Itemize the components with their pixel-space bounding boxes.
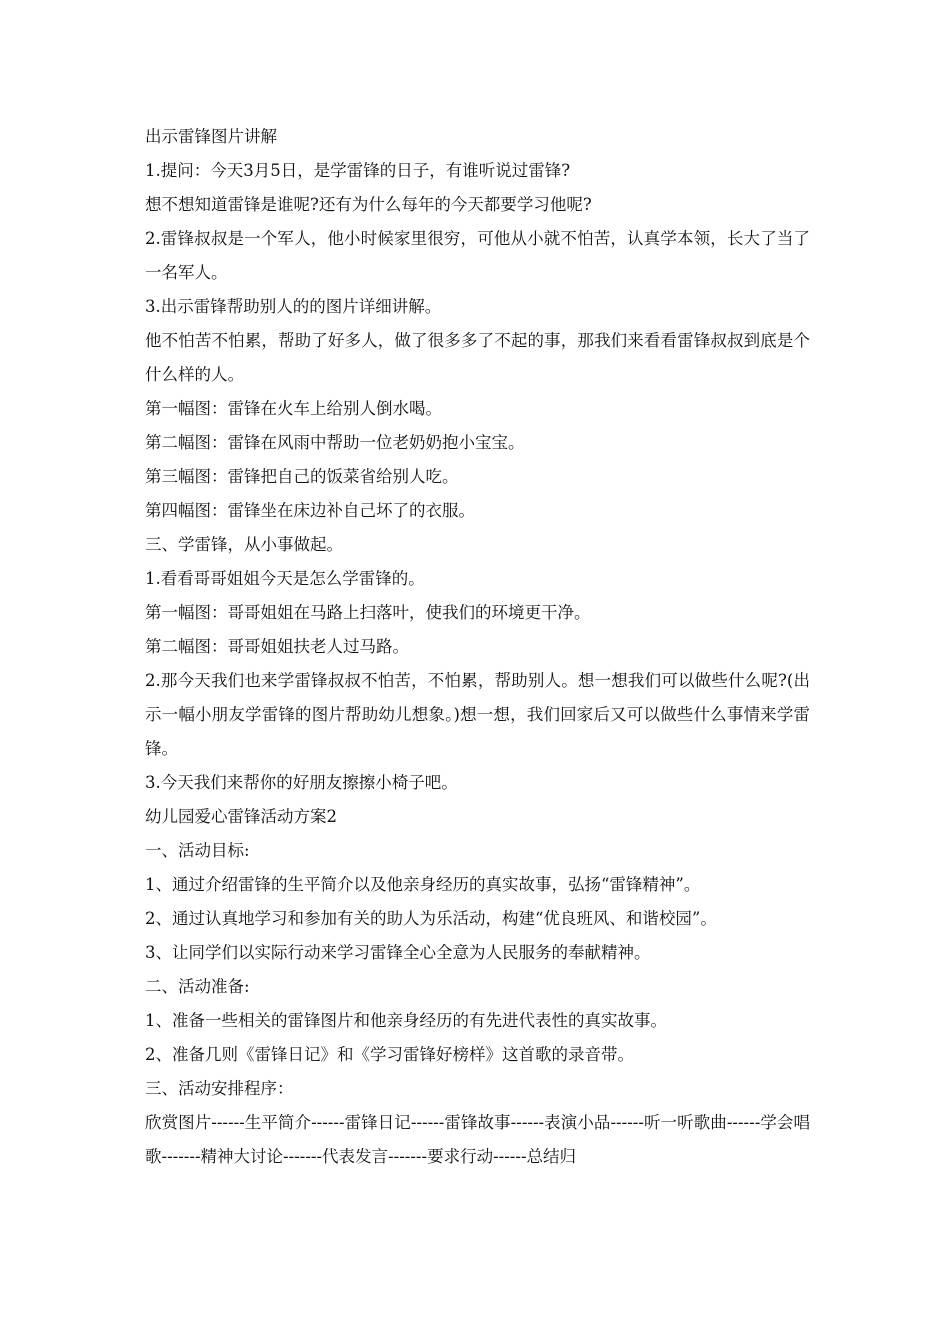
section-heading: 三、学雷锋，从小事做起。 xyxy=(145,535,343,554)
paragraph: 1.提问：今天3月5日，是学雷锋的日子，有谁听说过雷锋? xyxy=(145,161,571,180)
list-item: 3、让同学们以实际行动来学习雷锋全心全意为人民服务的奉献精神。 xyxy=(145,943,651,962)
section-heading: 一、活动目标: xyxy=(145,841,250,860)
paragraph: 1.看看哥哥姐姐今天是怎么学雷锋的。 xyxy=(145,569,425,588)
list-item: 2、通过认真地学习和参加有关的助人为乐活动，构建“优良班风、和谐校园”。 xyxy=(145,909,717,928)
document-title: 幼儿园爱心雷锋活动方案2 xyxy=(145,807,337,826)
document-body xyxy=(145,120,810,1174)
paragraph: 想不想知道雷锋是谁呢?还有为什么每年的今天都要学习他呢? xyxy=(145,195,592,214)
paragraph: 第一幅图：雷锋在火车上给别人倒水喝。 xyxy=(145,399,442,418)
section-heading: 二、活动准备: xyxy=(145,977,250,996)
list-item: 1、准备一些相关的雷锋图片和他亲身经历的有先进代表性的真实故事。 xyxy=(145,1011,667,1030)
paragraph: 第四幅图：雷锋坐在床边补自己坏了的衣服。 xyxy=(145,501,475,520)
paragraph: 他不怕苦不怕累，帮助了好多人，做了很多多了不起的事，那我们来看看雷锋叔叔到底是个什么样的人。 xyxy=(145,331,810,384)
section-heading: 三、活动安排程序： xyxy=(145,1079,294,1098)
list-item: 1、通过介绍雷锋的生平简介以及他亲身经历的真实故事，弘扬“雷锋精神”。 xyxy=(145,875,701,894)
paragraph: 2.雷锋叔叔是一个军人，他小时候家里很穷，可他从小就不怕苦，认真学本领，长大了当了一名军人。 xyxy=(145,229,810,282)
section-heading: 出示雷锋图片讲解 xyxy=(145,127,277,146)
paragraph: 欣赏图片------生平简介------雷锋日记------雷锋故事------表演小品------听一听歌曲------学会唱歌-------精神大讨论-------代表发言-------要求行动------总结归 xyxy=(145,1113,810,1166)
list-item: 2、准备几则《雷锋日记》和《学习雷锋好榜样》这首歌的录音带。 xyxy=(145,1045,634,1064)
paragraph: 3.今天我们来帮你的好朋友擦擦小椅子吧。 xyxy=(145,773,458,792)
paragraph: 第二幅图：哥哥姐姐扶老人过马路。 xyxy=(145,637,409,656)
paragraph: 2.那今天我们也来学雷锋叔叔不怕苦，不怕累，帮助别人。想一想我们可以做些什么呢?(出示一幅小朋友学雷锋的图片帮助幼儿想象。)想一想，我们回家后又可以做些什么事情来学雷锋。 xyxy=(145,671,810,758)
paragraph: 第三幅图：雷锋把自己的饭菜省给别人吃。 xyxy=(145,467,459,486)
paragraph: 第二幅图：雷锋在风雨中帮助一位老奶奶抱小宝宝。 xyxy=(145,433,525,452)
paragraph: 第一幅图：哥哥姐姐在马路上扫落叶，使我们的环境更干净。 xyxy=(145,603,591,622)
paragraph: 3.出示雷锋帮助别人的的图片详细讲解。 xyxy=(145,297,442,316)
